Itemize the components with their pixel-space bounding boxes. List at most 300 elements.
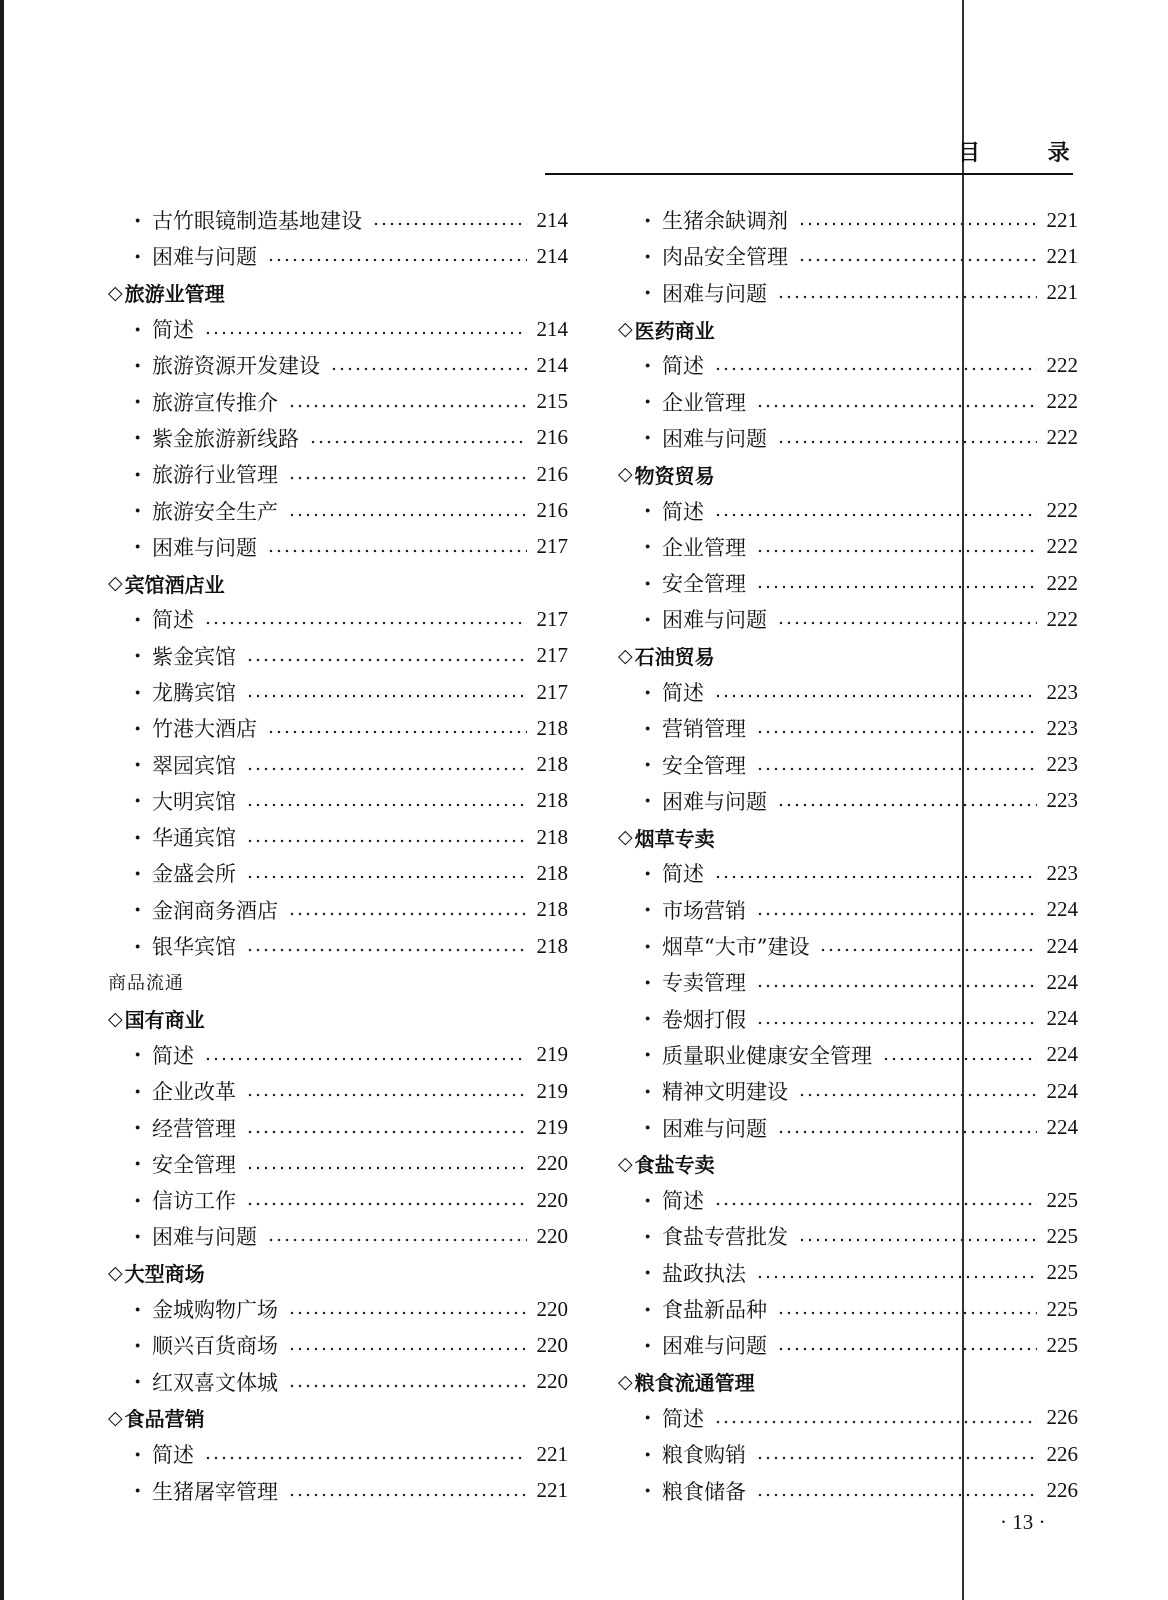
toc-entry-label: 质量职业健康安全管理 <box>662 1043 872 1068</box>
toc-entry-label: 困难与问题 <box>152 535 257 560</box>
toc-entry-page: 225 <box>1046 1296 1078 1321</box>
bullet-dot-icon: · <box>134 461 142 487</box>
toc-entry-page: 222 <box>1046 534 1078 559</box>
toc-entry-page: 221 <box>1046 243 1078 268</box>
toc-entry-label: 经营管理 <box>152 1116 236 1141</box>
toc-entry-page: 217 <box>536 643 568 668</box>
toc-entry[interactable] <box>618 1182 1078 1218</box>
diamond-icon: ◇ <box>618 463 633 486</box>
toc-entry-label: 旅游行业管理 <box>152 463 278 488</box>
dot-leader <box>204 1455 527 1461</box>
bullet-dot-icon: · <box>644 207 652 233</box>
toc-entry-label: 简述 <box>152 608 194 633</box>
bullet-dot-icon: · <box>134 606 142 632</box>
toc-entry[interactable] <box>618 529 1078 565</box>
dot-leader <box>882 1056 1037 1062</box>
toc-entry[interactable] <box>108 638 568 674</box>
toc-entry-page: 220 <box>536 1296 568 1321</box>
bullet-dot-icon: · <box>134 679 142 705</box>
toc-entry-page: 225 <box>1046 1260 1078 1285</box>
diamond-icon: ◇ <box>108 1406 123 1429</box>
toc-entry[interactable] <box>618 855 1078 891</box>
toc-entry[interactable] <box>108 1364 568 1400</box>
bullet-dot-icon: · <box>134 352 142 378</box>
dot-leader <box>288 1310 527 1316</box>
toc-entry[interactable] <box>618 1255 1078 1291</box>
dot-leader <box>756 1274 1037 1280</box>
toc-entry[interactable] <box>108 202 568 238</box>
bullet-dot-icon: · <box>644 715 652 741</box>
toc-entry[interactable] <box>618 275 1078 311</box>
toc-entry[interactable] <box>618 601 1078 637</box>
toc-category-heading[interactable] <box>108 964 568 1000</box>
toc-section-heading[interactable] <box>108 275 568 311</box>
toc-entry-label: 困难与问题 <box>662 1116 767 1141</box>
toc-entry[interactable] <box>108 928 568 964</box>
bullet-dot-icon: · <box>134 389 142 415</box>
toc-section-heading[interactable] <box>618 1364 1078 1400</box>
bullet-dot-icon: · <box>134 498 142 524</box>
toc-entry-label: 粮食储备 <box>662 1479 746 1504</box>
dot-leader <box>246 693 527 699</box>
bullet-dot-icon: · <box>134 860 142 886</box>
toc-entry[interactable] <box>108 347 568 383</box>
dot-leader <box>267 729 527 735</box>
bullet-dot-icon: · <box>644 570 652 596</box>
bullet-dot-icon: · <box>644 389 652 415</box>
toc-entry[interactable] <box>108 420 568 456</box>
diamond-icon: ◇ <box>108 1007 123 1030</box>
bullet-dot-icon: · <box>134 207 142 233</box>
toc-entry-label: 简述 <box>662 1406 704 1431</box>
dot-leader <box>756 548 1037 554</box>
toc-entry[interactable] <box>618 1400 1078 1436</box>
toc-entry-page: 221 <box>1046 280 1078 305</box>
toc-entry-page: 218 <box>536 752 568 777</box>
toc-entry-label: 金盛会所 <box>152 862 236 887</box>
toc-entry-page: 225 <box>1046 1332 1078 1357</box>
dot-leader <box>246 947 527 953</box>
toc-entry[interactable] <box>618 746 1078 782</box>
bullet-dot-icon: · <box>644 897 652 923</box>
dot-leader <box>756 983 1037 989</box>
toc-entry-label: 金润商务酒店 <box>152 898 278 923</box>
dot-leader <box>267 257 527 263</box>
toc-entry-page: 225 <box>1046 1223 1078 1248</box>
toc-section-heading[interactable] <box>108 1001 568 1037</box>
bullet-dot-icon: · <box>134 1078 142 1104</box>
toc-entry[interactable] <box>618 1109 1078 1145</box>
dot-leader <box>756 1455 1037 1461</box>
bullet-dot-icon: · <box>134 788 142 814</box>
dot-leader <box>246 1129 527 1135</box>
dot-leader <box>714 1419 1037 1425</box>
toc-entry-label: 生猪余缺调剂 <box>662 209 788 234</box>
toc-entry[interactable] <box>108 238 568 274</box>
toc-section-heading[interactable] <box>618 311 1078 347</box>
toc-section-label: 石油贸易 <box>634 645 715 670</box>
toc-entry[interactable] <box>108 1146 568 1182</box>
toc-entry[interactable] <box>108 456 568 492</box>
toc-entry[interactable] <box>108 783 568 819</box>
toc-entry[interactable] <box>618 964 1078 1000</box>
dot-leader <box>756 1020 1037 1026</box>
toc-left-column <box>108 202 568 1509</box>
dot-leader <box>309 439 527 445</box>
toc-entry-label: 简述 <box>662 499 704 524</box>
toc-entry-page: 219 <box>536 1078 568 1103</box>
toc-entry[interactable] <box>108 311 568 347</box>
toc-entry[interactable] <box>618 1472 1078 1508</box>
toc-entry-page: 224 <box>1046 1115 1078 1140</box>
toc-entry-page: 222 <box>1046 606 1078 631</box>
toc-entry-label: 旅游资源开发建设 <box>152 354 320 379</box>
toc-entry-label: 市场营销 <box>662 898 746 923</box>
toc-entry-page: 218 <box>536 715 568 740</box>
toc-entry[interactable] <box>108 892 568 928</box>
toc-section-label: 食盐专卖 <box>634 1153 715 1178</box>
toc-entry[interactable] <box>108 1182 568 1218</box>
toc-entry-page: 223 <box>1046 715 1078 740</box>
toc-entry-page: 218 <box>536 824 568 849</box>
dot-leader <box>756 1492 1037 1498</box>
toc-entry-label: 顺兴百货商场 <box>152 1334 278 1359</box>
toc-section-label: 国有商业 <box>124 1008 205 1033</box>
diamond-icon: ◇ <box>618 826 633 849</box>
toc-entry-page: 223 <box>1046 860 1078 885</box>
scan-left-edge <box>0 0 4 1600</box>
bullet-dot-icon: · <box>644 1405 652 1431</box>
bullet-dot-icon: · <box>644 752 652 778</box>
toc-entry[interactable] <box>618 202 1078 238</box>
dot-leader <box>777 620 1037 626</box>
toc-entry-page: 219 <box>536 1115 568 1140</box>
toc-section-heading[interactable] <box>108 1400 568 1436</box>
toc-entry-page: 222 <box>1046 498 1078 523</box>
toc-entry-page: 224 <box>1046 969 1078 994</box>
toc-entry-label: 肉品安全管理 <box>662 245 788 270</box>
dot-leader <box>246 838 527 844</box>
diamond-icon: ◇ <box>618 318 633 341</box>
dot-leader <box>288 403 527 409</box>
toc-entry[interactable] <box>108 383 568 419</box>
toc-right-column <box>618 202 1078 1509</box>
bullet-dot-icon: · <box>644 1078 652 1104</box>
toc-entry[interactable] <box>108 1327 568 1363</box>
toc-entry-label: 竹港大酒店 <box>152 717 257 742</box>
dot-leader <box>246 1165 527 1171</box>
toc-section-heading[interactable] <box>108 565 568 601</box>
toc-entry-label: 食盐新品种 <box>662 1298 767 1323</box>
toc-entry-page: 214 <box>536 352 568 377</box>
bullet-dot-icon: · <box>644 606 652 632</box>
bullet-dot-icon: · <box>644 788 652 814</box>
toc-entry[interactable] <box>108 601 568 637</box>
dot-leader <box>756 911 1037 917</box>
toc-section-heading[interactable] <box>618 456 1078 492</box>
dot-leader <box>204 620 527 626</box>
toc-entry-page: 218 <box>536 897 568 922</box>
toc-entry-page: 224 <box>1046 897 1078 922</box>
toc-entry-label: 简述 <box>662 354 704 379</box>
toc-entry[interactable] <box>108 1073 568 1109</box>
toc-entry-label: 简述 <box>662 1189 704 1214</box>
bullet-dot-icon: · <box>644 280 652 306</box>
toc-entry-label: 困难与问题 <box>152 245 257 270</box>
toc-entry-page: 217 <box>536 606 568 631</box>
toc-entry[interactable] <box>618 928 1078 964</box>
toc-entry-label: 食盐专营批发 <box>662 1225 788 1250</box>
dot-leader <box>288 1492 527 1498</box>
toc-entry[interactable] <box>618 492 1078 528</box>
dot-leader <box>714 1201 1037 1207</box>
dot-leader <box>267 548 527 554</box>
diamond-icon: ◇ <box>108 1261 123 1284</box>
dot-leader <box>246 766 527 772</box>
toc-entry-label: 龙腾宾馆 <box>152 681 236 705</box>
dot-leader <box>714 366 1037 372</box>
dot-leader <box>798 221 1037 227</box>
dot-leader <box>204 1056 527 1062</box>
toc-section-label: 物资贸易 <box>634 463 715 488</box>
toc-entry[interactable] <box>618 710 1078 746</box>
toc-entry-page: 226 <box>1046 1478 1078 1503</box>
diamond-icon: ◇ <box>618 1370 633 1393</box>
bullet-dot-icon: · <box>644 425 652 451</box>
dot-leader <box>714 874 1037 880</box>
bullet-dot-icon: · <box>644 498 652 524</box>
toc-entry[interactable] <box>108 710 568 746</box>
toc-entry-label: 紫金宾馆 <box>152 644 236 669</box>
bullet-dot-icon: · <box>134 1042 142 1068</box>
dot-leader <box>756 403 1037 409</box>
toc-entry-label: 简述 <box>152 318 194 343</box>
toc-entry-page: 216 <box>536 461 568 486</box>
toc-entry[interactable] <box>108 819 568 855</box>
page-number: · 13 · <box>1000 1510 1046 1534</box>
bullet-dot-icon: · <box>134 1296 142 1322</box>
toc-entry-label: 企业管理 <box>662 390 746 415</box>
toc-entry-label: 古竹眼镜制造基地建设 <box>152 209 362 234</box>
toc-entry-label: 安全管理 <box>662 753 746 778</box>
toc-entry-label: 旅游宣传推介 <box>152 390 278 415</box>
dot-leader <box>267 1237 527 1243</box>
toc-entry[interactable] <box>618 347 1078 383</box>
toc-entry-label: 华通宾馆 <box>152 826 236 851</box>
toc-entry-page: 220 <box>536 1151 568 1176</box>
toc-entry-label: 困难与问题 <box>662 1334 767 1359</box>
dot-leader <box>246 657 527 663</box>
bullet-dot-icon: · <box>134 752 142 778</box>
bullet-dot-icon: · <box>134 1478 142 1504</box>
dot-leader <box>777 1310 1037 1316</box>
toc-entry-page: 224 <box>1046 1006 1078 1031</box>
bullet-dot-icon: · <box>644 1296 652 1322</box>
toc-entry-page: 222 <box>1046 389 1078 414</box>
bullet-dot-icon: · <box>134 243 142 269</box>
toc-entry-page: 215 <box>536 389 568 414</box>
toc-entry-label: 粮食购销 <box>662 1443 746 1468</box>
toc-section-label: 粮食流通管理 <box>634 1371 755 1396</box>
bullet-dot-icon: · <box>644 1115 652 1141</box>
toc-entry-page: 220 <box>536 1223 568 1248</box>
bullet-dot-icon: · <box>644 1223 652 1249</box>
toc-entry-label: 大明宾馆 <box>152 789 236 814</box>
toc-entry-label: 简述 <box>152 1443 194 1468</box>
toc-entry[interactable] <box>108 746 568 782</box>
toc-entry-page: 221 <box>536 1478 568 1503</box>
bullet-dot-icon: · <box>134 1151 142 1177</box>
dot-leader <box>777 802 1037 808</box>
toc-entry-label: 旅游安全生产 <box>152 499 278 524</box>
header-rule <box>545 173 1073 175</box>
toc-entry-page: 221 <box>1046 207 1078 232</box>
toc-entry-label: 简述 <box>662 862 704 887</box>
dot-leader <box>798 257 1037 263</box>
toc-entry[interactable] <box>618 1073 1078 1109</box>
toc-entry[interactable] <box>618 1218 1078 1254</box>
toc-entry-label: 困难与问题 <box>152 1225 257 1250</box>
toc-entry-page: 226 <box>1046 1405 1078 1430</box>
toc-entry[interactable] <box>618 674 1078 710</box>
toc-entry[interactable] <box>108 674 568 710</box>
toc-entry-label: 简述 <box>152 1043 194 1068</box>
toc-entry-page: 216 <box>536 498 568 523</box>
dot-leader <box>777 1346 1037 1352</box>
dot-leader <box>777 439 1037 445</box>
bullet-dot-icon: · <box>134 316 142 342</box>
toc-entry-page: 214 <box>536 243 568 268</box>
dot-leader <box>714 512 1037 518</box>
toc-section-heading[interactable] <box>108 1255 568 1291</box>
bullet-dot-icon: · <box>644 534 652 560</box>
toc-section-heading[interactable] <box>618 1146 1078 1182</box>
toc-entry[interactable] <box>618 1436 1078 1472</box>
toc-section-label: 大型商场 <box>124 1262 205 1287</box>
toc-entry-label: 简述 <box>662 681 704 705</box>
toc-entry[interactable] <box>108 855 568 891</box>
toc-entry-label: 安全管理 <box>152 1152 236 1177</box>
dot-leader <box>372 221 527 227</box>
bullet-dot-icon: · <box>644 1441 652 1467</box>
bullet-dot-icon: · <box>134 643 142 669</box>
toc-entry-page: 218 <box>536 788 568 813</box>
toc-entry-label: 信访工作 <box>152 1189 236 1214</box>
dot-leader <box>246 1092 527 1098</box>
toc-entry[interactable] <box>618 783 1078 819</box>
bullet-dot-icon: · <box>644 352 652 378</box>
dot-leader <box>246 1201 527 1207</box>
toc-entry-page: 222 <box>1046 352 1078 377</box>
toc-entry[interactable] <box>108 1436 568 1472</box>
page-header-title: 目 录 <box>958 141 1100 166</box>
toc-entry[interactable] <box>618 1037 1078 1073</box>
toc-entry-page: 222 <box>1046 425 1078 450</box>
toc-entry-label: 生猪屠宰管理 <box>152 1479 278 1504</box>
bullet-dot-icon: · <box>134 1441 142 1467</box>
bullet-dot-icon: · <box>134 425 142 451</box>
bullet-dot-icon: · <box>644 243 652 269</box>
toc-entry[interactable] <box>108 1291 568 1327</box>
toc-entry[interactable] <box>108 1109 568 1145</box>
bullet-dot-icon: · <box>134 1223 142 1249</box>
diamond-icon: ◇ <box>108 281 123 304</box>
diamond-icon: ◇ <box>108 572 123 595</box>
toc-section-heading[interactable] <box>618 819 1078 855</box>
toc-entry[interactable] <box>618 383 1078 419</box>
toc-entry-page: 223 <box>1046 679 1078 704</box>
toc-entry-page: 223 <box>1046 788 1078 813</box>
toc-entry-label: 精神文明建设 <box>662 1080 788 1105</box>
bullet-dot-icon: · <box>134 715 142 741</box>
bullet-dot-icon: · <box>134 933 142 959</box>
dot-leader <box>777 294 1037 300</box>
toc-entry-page: 218 <box>536 933 568 958</box>
toc-entry[interactable] <box>108 1037 568 1073</box>
bullet-dot-icon: · <box>644 679 652 705</box>
bullet-dot-icon: · <box>644 1332 652 1358</box>
toc-entry-page: 224 <box>1046 933 1078 958</box>
bullet-dot-icon: · <box>644 933 652 959</box>
dot-leader <box>819 947 1036 953</box>
bullet-dot-icon: · <box>644 1042 652 1068</box>
bullet-dot-icon: · <box>134 1115 142 1141</box>
toc-entry[interactable] <box>108 492 568 528</box>
toc-entry[interactable] <box>618 1291 1078 1327</box>
dot-leader <box>288 1346 527 1352</box>
toc-entry[interactable] <box>618 238 1078 274</box>
bullet-dot-icon: · <box>644 1187 652 1213</box>
toc-entry-label: 紫金旅游新线路 <box>152 426 299 451</box>
toc-entry-page: 223 <box>1046 752 1078 777</box>
toc-entry-label: 困难与问题 <box>662 281 767 306</box>
toc-entry-page: 219 <box>536 1042 568 1067</box>
toc-entry-label: 安全管理 <box>662 572 746 597</box>
toc-entry-label: 困难与问题 <box>662 608 767 633</box>
toc-section-label: 宾馆酒店业 <box>124 572 225 597</box>
bullet-dot-icon: · <box>644 1260 652 1286</box>
toc-entry-page: 214 <box>536 316 568 341</box>
bullet-dot-icon: · <box>644 860 652 886</box>
toc-section-label: 食品营销 <box>124 1407 205 1432</box>
toc-entry-label: 营销管理 <box>662 717 746 742</box>
dot-leader <box>288 1383 527 1389</box>
toc-entry[interactable] <box>618 565 1078 601</box>
toc-entry[interactable] <box>108 1218 568 1254</box>
bullet-dot-icon: · <box>644 1006 652 1032</box>
dot-leader <box>288 512 527 518</box>
toc-section-label: 旅游业管理 <box>124 282 225 307</box>
toc-section-heading[interactable] <box>618 638 1078 674</box>
toc-entry-label: 卷烟打假 <box>662 1007 746 1032</box>
toc-entry-page: 218 <box>536 860 568 885</box>
dot-leader <box>756 766 1037 772</box>
toc-entry[interactable] <box>618 892 1078 928</box>
toc-entry-label: 银华宾馆 <box>152 935 236 960</box>
toc-entry[interactable] <box>618 1327 1078 1363</box>
toc-entry[interactable] <box>618 1001 1078 1037</box>
toc-entry-label: 企业改革 <box>152 1080 236 1105</box>
toc-entry[interactable] <box>108 1472 568 1508</box>
toc-section-label: 烟草专卖 <box>634 826 715 851</box>
toc-entry-label: 金城购物广场 <box>152 1298 278 1323</box>
toc-entry-page: 217 <box>536 679 568 704</box>
dot-leader <box>330 366 527 372</box>
toc-entry-label: 企业管理 <box>662 535 746 560</box>
toc-entry[interactable] <box>108 529 568 565</box>
toc-entry-label: 烟草“大市”建设 <box>662 935 810 960</box>
toc-entry[interactable] <box>618 420 1078 456</box>
